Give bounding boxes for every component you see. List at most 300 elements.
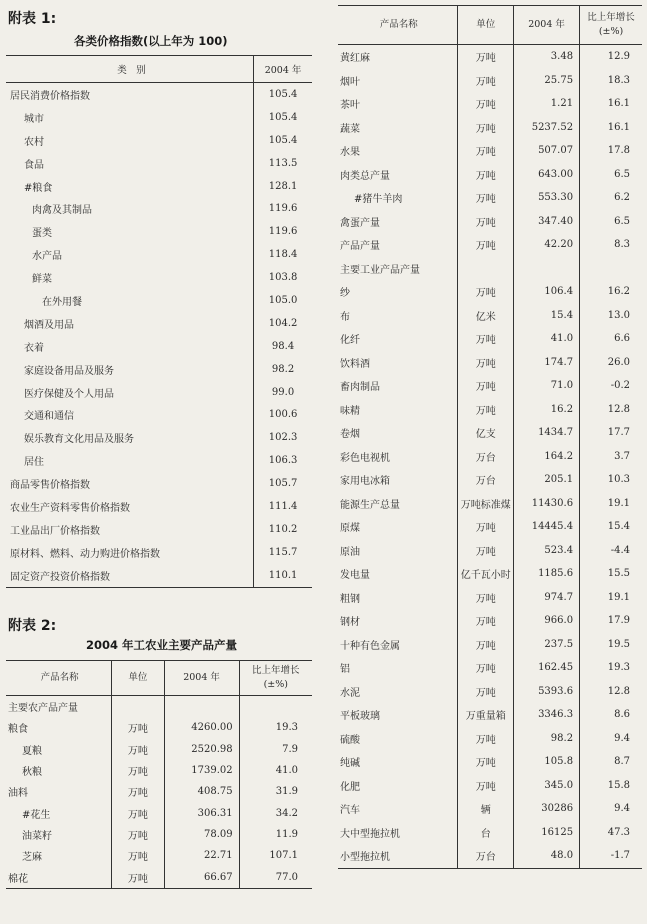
row-growth: 41.0: [239, 760, 312, 781]
row-unit: 万吨: [112, 760, 164, 781]
table-row: [338, 797, 642, 821]
row-growth: 16.2: [580, 280, 642, 304]
table-row: [338, 515, 642, 539]
row-product: 味精: [340, 405, 360, 417]
row-value: 105.7: [254, 472, 312, 495]
row-product: #花生: [22, 809, 51, 821]
row-growth: 77.0: [239, 866, 312, 888]
production-table-part2: [338, 5, 642, 869]
table-row: [6, 289, 312, 312]
row-product: 家用电冰箱: [340, 476, 390, 488]
appendix-2-label: 附表 2:: [8, 618, 57, 634]
row-value: 25.75: [514, 69, 580, 93]
table-row: [6, 312, 312, 335]
row-product: 硫酸: [340, 734, 360, 746]
table-row: [6, 175, 312, 198]
row-product: 能源生产总量: [340, 499, 400, 511]
row-value: 106.4: [514, 280, 580, 304]
production-table-part1: [6, 660, 312, 889]
table-row: [6, 495, 312, 518]
table-row: [338, 844, 642, 868]
row-growth: 17.8: [580, 139, 642, 163]
row-unit: 万台: [458, 844, 514, 868]
row-product: 布: [340, 311, 350, 323]
row-value: 100.6: [254, 403, 312, 426]
row-product: 化肥: [340, 781, 360, 793]
table-row: [338, 774, 642, 798]
row-category: 水产品: [32, 251, 62, 263]
table-row: [338, 163, 642, 187]
table-row: [338, 656, 642, 680]
row-product: 大中型拖拉机: [340, 828, 400, 840]
row-growth: 12.8: [580, 680, 642, 704]
row-product: 纱: [340, 288, 350, 300]
row-unit: 万吨: [112, 845, 164, 866]
row-value: 2520.98: [164, 739, 239, 760]
row-product: #猪牛羊肉: [354, 194, 403, 206]
table-row: [6, 220, 312, 243]
row-growth: [580, 257, 642, 281]
table-row: [338, 257, 642, 281]
row-value: 347.40: [514, 210, 580, 234]
row-growth: 10.3: [580, 468, 642, 492]
row-category: 娱乐教育文化用品及服务: [24, 434, 134, 446]
table2-header-product: 产品名称: [6, 661, 112, 696]
table-row: [6, 152, 312, 175]
row-unit: 万吨: [112, 824, 164, 845]
table-row: [6, 472, 312, 495]
row-value: 22.71: [164, 845, 239, 866]
table1-title: 各类价格指数(以上年为 100): [74, 34, 228, 48]
row-growth: 12.9: [580, 45, 642, 69]
row-value: 306.31: [164, 802, 239, 823]
table-row: [6, 129, 312, 152]
table-row: [6, 802, 312, 823]
row-value: 3346.3: [514, 703, 580, 727]
row-growth: 8.7: [580, 750, 642, 774]
row-growth: 19.3: [580, 656, 642, 680]
row-category: 交通和通信: [24, 411, 74, 423]
row-value: 98.2: [514, 727, 580, 751]
row-category: 肉禽及其制品: [32, 205, 92, 217]
table-row: [338, 562, 642, 586]
table1-header-category: 类 别: [6, 56, 254, 83]
row-value: 128.1: [254, 175, 312, 198]
row-growth: 7.9: [239, 739, 312, 760]
row-value: 119.6: [254, 220, 312, 243]
row-value: 16125: [514, 821, 580, 845]
row-unit: 万吨: [458, 374, 514, 398]
table-row: [6, 381, 312, 404]
row-growth: 6.6: [580, 327, 642, 351]
row-growth: [239, 696, 312, 718]
row-product: 饮料酒: [340, 358, 370, 370]
row-category: 居住: [24, 457, 44, 469]
table1-header-year: 2004 年: [254, 56, 312, 83]
row-category: 烟酒及用品: [24, 319, 74, 331]
table-row: [338, 327, 642, 351]
row-product: 秋粮: [22, 767, 42, 779]
table-row: [338, 45, 642, 69]
row-value: 1434.7: [514, 421, 580, 445]
row-product: 主要工业产品产量: [340, 264, 420, 276]
table1-header-row: [6, 56, 312, 83]
row-value: 408.75: [164, 781, 239, 802]
table-row: [6, 518, 312, 541]
row-product: 芝麻: [22, 852, 42, 864]
table-row: [6, 403, 312, 426]
table-row: [338, 421, 642, 445]
table2-header-growth-line2: (±%): [263, 679, 288, 690]
table-row: [6, 197, 312, 220]
table-row: [6, 866, 312, 888]
row-category: 蛋类: [32, 228, 52, 240]
row-product: 棉花: [6, 866, 112, 888]
row-product: 水果: [340, 147, 360, 159]
row-growth: 3.7: [580, 445, 642, 469]
row-value: 30286: [514, 797, 580, 821]
row-unit: 万吨: [458, 656, 514, 680]
table-row: [338, 727, 642, 751]
row-category: 固定资产投资价格指数: [6, 564, 254, 587]
row-unit: 万台: [458, 468, 514, 492]
table-row: [338, 586, 642, 610]
table-row: [338, 210, 642, 234]
row-value: 1185.6: [514, 562, 580, 586]
row-value: 113.5: [254, 152, 312, 175]
row-value: 14445.4: [514, 515, 580, 539]
row-unit: 万吨: [458, 750, 514, 774]
row-unit: 万吨: [458, 398, 514, 422]
row-unit: 万吨: [458, 727, 514, 751]
row-value: 106.3: [254, 449, 312, 472]
row-category: 医疗保健及个人用品: [24, 388, 114, 400]
row-product: 平板玻璃: [340, 711, 380, 723]
row-category: 原材料、燃料、动力购进价格指数: [10, 548, 160, 560]
table-row: [6, 541, 312, 564]
table-row: [338, 445, 642, 469]
row-product: 产品产量: [340, 241, 380, 253]
table-row: [6, 426, 312, 449]
row-growth: 17.9: [580, 609, 642, 633]
row-unit: 万吨: [112, 781, 164, 802]
row-value: 41.0: [514, 327, 580, 351]
table-row: [338, 186, 642, 210]
row-value: 105.8: [514, 750, 580, 774]
row-category: 商品零售价格指数: [10, 480, 90, 492]
table-row: [338, 703, 642, 727]
table3-header-year: 2004 年: [514, 6, 580, 45]
table-row: [6, 739, 312, 760]
row-product: 烟叶: [340, 76, 360, 88]
row-growth: 9.4: [580, 727, 642, 751]
table-row: [6, 266, 312, 289]
row-unit: 万吨: [112, 802, 164, 823]
row-unit: 万吨: [458, 539, 514, 563]
row-product: 卷烟: [340, 429, 360, 441]
row-product: 粮食: [8, 724, 28, 736]
row-category: 食品: [24, 159, 44, 171]
row-value: 71.0: [514, 374, 580, 398]
row-category: 居民消费价格指数: [10, 90, 90, 102]
row-unit: 万吨: [458, 351, 514, 375]
row-unit: 万吨: [458, 633, 514, 657]
row-product: 粗钢: [340, 593, 360, 605]
row-product: 发电量: [340, 570, 370, 582]
row-value: 507.07: [514, 139, 580, 163]
row-growth: 19.5: [580, 633, 642, 657]
row-value: 162.45: [514, 656, 580, 680]
row-growth: 13.0: [580, 304, 642, 328]
row-category: 家庭设备用品及服务: [24, 365, 114, 377]
row-growth: 19.1: [580, 586, 642, 610]
row-unit: 万吨: [458, 774, 514, 798]
row-value: 105.4: [254, 129, 312, 152]
table-row: [6, 449, 312, 472]
row-value: 118.4: [254, 243, 312, 266]
row-unit: 万吨: [112, 866, 164, 888]
row-category: 农业生产资料零售价格指数: [10, 502, 130, 514]
row-growth: 15.8: [580, 774, 642, 798]
row-value: 98.4: [254, 335, 312, 358]
row-growth: 26.0: [580, 351, 642, 375]
row-product: 主要农产品产量: [8, 703, 78, 715]
row-growth: 8.3: [580, 233, 642, 257]
row-unit: [458, 257, 514, 281]
row-product: 铝: [340, 664, 350, 676]
row-unit: 万吨: [458, 69, 514, 93]
row-growth: 19.1: [580, 492, 642, 516]
row-value: 237.5: [514, 633, 580, 657]
table2-header-row: [6, 661, 312, 696]
row-unit: 万吨: [458, 609, 514, 633]
row-growth: 31.9: [239, 781, 312, 802]
row-unit: 亿千瓦小时: [458, 562, 514, 586]
row-growth: 47.3: [580, 821, 642, 845]
row-category: 城市: [24, 113, 44, 125]
table-row: [6, 106, 312, 129]
row-unit: 万吨: [458, 233, 514, 257]
row-unit: 万吨: [112, 739, 164, 760]
row-value: 110.1: [254, 564, 312, 587]
row-growth: 6.5: [580, 163, 642, 187]
row-unit: 万吨: [458, 586, 514, 610]
table-row: [6, 824, 312, 845]
row-growth: 17.7: [580, 421, 642, 445]
table-row: [338, 492, 642, 516]
table-row: [338, 92, 642, 116]
row-value: 105.4: [254, 83, 312, 106]
row-unit: 亿米: [458, 304, 514, 328]
row-unit: 亿支: [458, 421, 514, 445]
table-row: [6, 696, 312, 718]
row-growth: 19.3: [239, 717, 312, 738]
row-category: 工业品出厂价格指数: [10, 525, 100, 537]
row-growth: 16.1: [580, 92, 642, 116]
row-product: 原油: [340, 546, 360, 558]
table2-title: 2004 年工农业主要产品产量: [86, 638, 238, 652]
row-unit: 万吨: [458, 163, 514, 187]
row-value: 105.4: [254, 106, 312, 129]
row-unit: 万吨: [458, 186, 514, 210]
table3-header-growth: [580, 6, 642, 45]
row-product: 蔬菜: [340, 123, 360, 135]
table-row: [338, 633, 642, 657]
table-row: [6, 335, 312, 358]
row-unit: 万吨: [112, 717, 164, 738]
row-value: 78.09: [164, 824, 239, 845]
row-unit: 万重量箱: [458, 703, 514, 727]
row-value: 164.2: [514, 445, 580, 469]
row-growth: -0.2: [580, 374, 642, 398]
table-row: [338, 609, 642, 633]
row-value: 119.6: [254, 197, 312, 220]
table-row: [338, 69, 642, 93]
row-growth: 6.5: [580, 210, 642, 234]
table-row: [338, 116, 642, 140]
table-row: [6, 83, 312, 106]
row-category: 农村: [24, 136, 44, 148]
table-row: [338, 374, 642, 398]
row-value: [164, 696, 239, 718]
row-value: 5237.52: [514, 116, 580, 140]
row-unit: 台: [458, 821, 514, 845]
row-value: 966.0: [514, 609, 580, 633]
table2-header-growth: [239, 661, 312, 696]
table-row: [6, 781, 312, 802]
row-growth: 11.9: [239, 824, 312, 845]
table2-header-year: 2004 年: [164, 661, 239, 696]
row-value: 523.4: [514, 539, 580, 563]
row-value: 974.7: [514, 586, 580, 610]
table-row: [338, 468, 642, 492]
row-growth: 6.2: [580, 186, 642, 210]
row-value: 105.0: [254, 289, 312, 312]
table-row: [338, 539, 642, 563]
row-unit: 万吨: [458, 116, 514, 140]
row-value: [514, 257, 580, 281]
row-value: 1.21: [514, 92, 580, 116]
row-growth: 9.4: [580, 797, 642, 821]
table-row: [338, 680, 642, 704]
row-growth: 15.4: [580, 515, 642, 539]
table-row: [338, 304, 642, 328]
row-product: 水泥: [340, 687, 360, 699]
table-row: [338, 233, 642, 257]
row-unit: 万吨: [458, 210, 514, 234]
row-value: 174.7: [514, 351, 580, 375]
table-row: [338, 398, 642, 422]
row-product: 畜肉制品: [340, 382, 380, 394]
row-value: 66.67: [164, 866, 239, 888]
row-category: 鲜菜: [32, 274, 52, 286]
table-row: [338, 139, 642, 163]
table3-header-growth-line2: (±%): [598, 26, 624, 37]
table-row: [338, 821, 642, 845]
table-row: [338, 280, 642, 304]
row-growth: 15.5: [580, 562, 642, 586]
row-unit: 万吨: [458, 92, 514, 116]
row-unit: 万台: [458, 445, 514, 469]
row-growth: 16.1: [580, 116, 642, 140]
row-unit: 万吨: [458, 327, 514, 351]
row-unit: 辆: [458, 797, 514, 821]
row-value: 103.8: [254, 266, 312, 289]
row-value: 48.0: [514, 844, 580, 868]
row-growth: -1.7: [580, 844, 642, 868]
row-product: 汽车: [340, 805, 360, 817]
row-product: 纯碱: [340, 758, 360, 770]
row-product: 茶叶: [340, 100, 360, 112]
row-value: 345.0: [514, 774, 580, 798]
row-value: 15.4: [514, 304, 580, 328]
row-growth: 8.6: [580, 703, 642, 727]
row-unit: 万吨标准煤: [458, 492, 514, 516]
row-product: 十种有色金属: [340, 640, 400, 652]
table-row: [6, 243, 312, 266]
row-unit: 万吨: [458, 515, 514, 539]
row-value: 99.0: [254, 381, 312, 404]
row-product: 油菜籽: [22, 830, 52, 842]
row-category: #粮食: [24, 182, 53, 194]
row-product: 肉类总产量: [340, 170, 390, 182]
row-value: 115.7: [254, 541, 312, 564]
row-unit: 万吨: [458, 680, 514, 704]
row-value: 98.2: [254, 358, 312, 381]
row-value: 5393.6: [514, 680, 580, 704]
table3-header-row: [338, 6, 642, 45]
table-row: [6, 717, 312, 738]
row-category: 在外用餐: [42, 296, 82, 308]
row-product: 彩色电视机: [340, 452, 390, 464]
row-growth: 12.8: [580, 398, 642, 422]
row-product: 禽蛋产量: [340, 217, 380, 229]
table-row: [6, 564, 312, 587]
table-row: [6, 760, 312, 781]
row-value: 102.3: [254, 426, 312, 449]
row-value: 11430.6: [514, 492, 580, 516]
table3-header-growth-line1: 比上年增长: [587, 12, 635, 23]
row-product: 原煤: [340, 523, 360, 535]
table-row: [6, 358, 312, 381]
row-unit: 万吨: [458, 280, 514, 304]
row-value: 643.00: [514, 163, 580, 187]
row-unit: 万吨: [458, 45, 514, 69]
row-value: 1739.02: [164, 760, 239, 781]
row-category: 衣着: [24, 342, 44, 354]
row-value: 42.20: [514, 233, 580, 257]
table3-header-product: 产品名称: [338, 6, 458, 45]
row-value: 110.2: [254, 518, 312, 541]
row-value: 205.1: [514, 468, 580, 492]
row-growth: 34.2: [239, 802, 312, 823]
row-product: 黄红麻: [340, 53, 370, 65]
row-value: 3.48: [514, 45, 580, 69]
row-value: 111.4: [254, 495, 312, 518]
row-product: 夏粮: [22, 745, 42, 757]
row-growth: 107.1: [239, 845, 312, 866]
row-growth: 18.3: [580, 69, 642, 93]
row-product: 化纤: [340, 335, 360, 347]
row-unit: 万吨: [458, 139, 514, 163]
appendix-1-label: 附表 1:: [8, 11, 57, 27]
row-value: 104.2: [254, 312, 312, 335]
table2-header-unit: 单位: [112, 661, 164, 696]
table-row: [338, 351, 642, 375]
price-index-table: [6, 55, 312, 588]
table2-header-growth-line1: 比上年增长: [252, 665, 300, 676]
row-product: 钢材: [340, 617, 360, 629]
